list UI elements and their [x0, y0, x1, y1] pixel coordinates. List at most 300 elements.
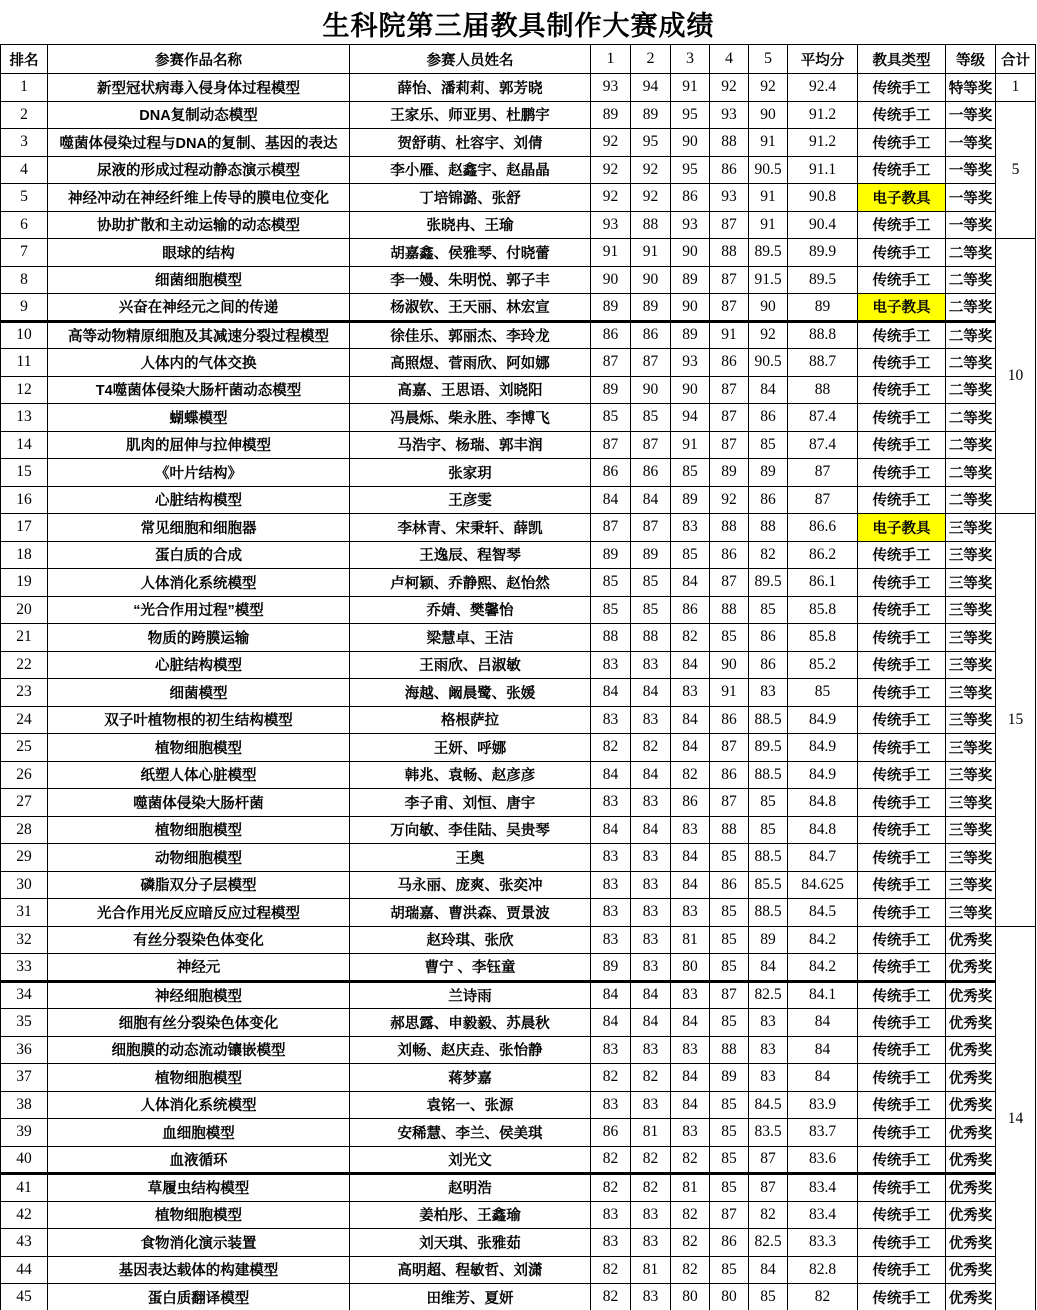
cell-score-2: 82 — [631, 734, 671, 762]
cell-score-4: 85 — [710, 899, 749, 927]
cell-work-name: “光合作用过程”模型 — [48, 596, 350, 624]
cell-award: 二等奖 — [946, 486, 996, 514]
cell-participant-names: 李一嫚、朱明悦、郭子丰 — [350, 266, 591, 294]
results-table — [0, 44, 1036, 1310]
cell-average: 84 — [788, 1036, 858, 1064]
cell-participant-names: 王雨欣、吕淑敏 — [350, 651, 591, 679]
cell-average: 85 — [788, 679, 858, 707]
cell-work-name: 噬菌体侵染过程与DNA的复制、基因的表达 — [48, 129, 350, 157]
cell-score-3: 83 — [671, 816, 710, 844]
cell-award: 优秀奖 — [946, 1174, 996, 1202]
cell-aid-type: 传统手工 — [858, 624, 946, 652]
table-row — [1, 954, 1036, 982]
cell-score-1: 83 — [591, 706, 631, 734]
cell-average: 82.8 — [788, 1256, 858, 1284]
cell-score-2: 83 — [631, 899, 671, 927]
cell-score-1: 93 — [591, 211, 631, 239]
cell-score-2: 90 — [631, 376, 671, 404]
cell-rank: 10 — [1, 321, 48, 349]
table-row — [1, 486, 1036, 514]
cell-score-1: 83 — [591, 1036, 631, 1064]
cell-score-2: 84 — [631, 761, 671, 789]
cell-average: 88.8 — [788, 321, 858, 349]
cell-average: 90.4 — [788, 211, 858, 239]
table-row — [1, 761, 1036, 789]
cell-average: 84.9 — [788, 761, 858, 789]
cell-award: 二等奖 — [946, 321, 996, 349]
cell-score-2: 89 — [631, 541, 671, 569]
cell-score-2: 87 — [631, 514, 671, 542]
table-row — [1, 1091, 1036, 1119]
cell-score-1: 84 — [591, 981, 631, 1009]
cell-score-1: 84 — [591, 1009, 631, 1037]
cell-score-3: 83 — [671, 1036, 710, 1064]
cell-score-1: 85 — [591, 404, 631, 432]
cell-participant-names: 冯晨烁、柴永胜、李博飞 — [350, 404, 591, 432]
cell-score-2: 81 — [631, 1119, 671, 1147]
cell-participant-names: 高照煜、菅雨欣、阿如娜 — [350, 349, 591, 377]
cell-aid-type: 传统手工 — [858, 1064, 946, 1092]
cell-average: 87.4 — [788, 431, 858, 459]
cell-rank: 26 — [1, 761, 48, 789]
cell-average: 83.4 — [788, 1201, 858, 1229]
cell-participant-names: 王逸辰、程智琴 — [350, 541, 591, 569]
cell-score-4: 87 — [710, 981, 749, 1009]
cell-award: 二等奖 — [946, 376, 996, 404]
cell-work-name: 植物细胞模型 — [48, 734, 350, 762]
cell-work-name: 血液循环 — [48, 1146, 350, 1174]
cell-rank: 31 — [1, 899, 48, 927]
cell-score-1: 82 — [591, 734, 631, 762]
cell-score-4: 88 — [710, 596, 749, 624]
cell-score-3: 83 — [671, 899, 710, 927]
cell-score-1: 84 — [591, 679, 631, 707]
cell-aid-type: 传统手工 — [858, 376, 946, 404]
table-row — [1, 101, 1036, 129]
cell-award: 优秀奖 — [946, 1036, 996, 1064]
cell-score-2: 82 — [631, 1064, 671, 1092]
cell-score-5: 86 — [749, 651, 788, 679]
cell-score-4: 87 — [710, 734, 749, 762]
cell-score-4: 88 — [710, 129, 749, 157]
cell-award: 二等奖 — [946, 404, 996, 432]
cell-aid-type: 传统手工 — [858, 734, 946, 762]
column-header-judge-4: 4 — [710, 45, 749, 74]
cell-score-4: 80 — [710, 1284, 749, 1310]
cell-score-3: 90 — [671, 129, 710, 157]
cell-aid-type: 传统手工 — [858, 1256, 946, 1284]
cell-rank: 43 — [1, 1229, 48, 1257]
cell-participant-names: 田维芳、夏妍 — [350, 1284, 591, 1310]
cell-score-3: 90 — [671, 376, 710, 404]
table-row — [1, 266, 1036, 294]
cell-work-name: 植物细胞模型 — [48, 816, 350, 844]
cell-score-4: 85 — [710, 1146, 749, 1174]
cell-score-5: 84.5 — [749, 1091, 788, 1119]
cell-score-5: 82 — [749, 541, 788, 569]
table-row — [1, 1009, 1036, 1037]
cell-award: 优秀奖 — [946, 981, 996, 1009]
cell-average: 84.9 — [788, 706, 858, 734]
cell-participant-names: 马永丽、庞爽、张奕冲 — [350, 871, 591, 899]
cell-average: 84 — [788, 1064, 858, 1092]
cell-score-4: 90 — [710, 651, 749, 679]
cell-work-name: 基因表达载体的构建模型 — [48, 1256, 350, 1284]
cell-work-name: 细胞有丝分裂染色体变化 — [48, 1009, 350, 1037]
cell-award: 一等奖 — [946, 101, 996, 129]
cell-work-name: 神经元 — [48, 954, 350, 982]
cell-aid-type: 传统手工 — [858, 954, 946, 982]
cell-score-4: 87 — [710, 294, 749, 322]
cell-award: 特等奖 — [946, 74, 996, 102]
cell-score-3: 86 — [671, 789, 710, 817]
cell-average: 82 — [788, 1284, 858, 1310]
cell-score-2: 84 — [631, 981, 671, 1009]
cell-participant-names: 姜柏彤、王鑫瑜 — [350, 1201, 591, 1229]
table-row — [1, 376, 1036, 404]
cell-score-4: 91 — [710, 321, 749, 349]
cell-rank: 15 — [1, 459, 48, 487]
table-row — [1, 1229, 1036, 1257]
cell-score-4: 87 — [710, 376, 749, 404]
cell-score-2: 85 — [631, 404, 671, 432]
cell-score-2: 87 — [631, 431, 671, 459]
cell-work-name: 蛋白质的合成 — [48, 541, 350, 569]
cell-average: 92.4 — [788, 74, 858, 102]
cell-score-2: 89 — [631, 101, 671, 129]
cell-score-5: 86 — [749, 404, 788, 432]
cell-rank: 21 — [1, 624, 48, 652]
cell-work-name: 《叶片结构》 — [48, 459, 350, 487]
cell-score-4: 85 — [710, 844, 749, 872]
cell-rank: 42 — [1, 1201, 48, 1229]
cell-score-1: 86 — [591, 1119, 631, 1147]
cell-participant-names: 丁培锦潞、张舒 — [350, 184, 591, 212]
cell-award: 一等奖 — [946, 156, 996, 184]
cell-award: 三等奖 — [946, 816, 996, 844]
cell-score-5: 90.5 — [749, 349, 788, 377]
cell-score-5: 89 — [749, 926, 788, 954]
column-header-award: 等级 — [946, 45, 996, 74]
cell-score-3: 84 — [671, 569, 710, 597]
table-row — [1, 1201, 1036, 1229]
cell-aid-type: 传统手工 — [858, 1174, 946, 1202]
cell-rank: 18 — [1, 541, 48, 569]
cell-participant-names: 蒋梦嘉 — [350, 1064, 591, 1092]
cell-score-3: 84 — [671, 1091, 710, 1119]
cell-score-1: 86 — [591, 459, 631, 487]
cell-participant-names: 兰诗雨 — [350, 981, 591, 1009]
cell-group-total: 5 — [996, 101, 1036, 239]
cell-aid-type: 传统手工 — [858, 844, 946, 872]
table-row — [1, 871, 1036, 899]
cell-score-5: 86 — [749, 624, 788, 652]
cell-score-1: 92 — [591, 156, 631, 184]
table-row — [1, 899, 1036, 927]
cell-rank: 27 — [1, 789, 48, 817]
cell-participant-names: 高明超、程敏哲、刘潇 — [350, 1256, 591, 1284]
table-row — [1, 844, 1036, 872]
cell-score-2: 83 — [631, 1284, 671, 1310]
cell-score-1: 88 — [591, 624, 631, 652]
cell-score-4: 85 — [710, 1174, 749, 1202]
cell-score-5: 84 — [749, 1256, 788, 1284]
cell-score-4: 85 — [710, 1091, 749, 1119]
cell-score-1: 83 — [591, 899, 631, 927]
cell-participant-names: 马浩宇、杨瑞、郭丰润 — [350, 431, 591, 459]
cell-score-2: 83 — [631, 651, 671, 679]
cell-score-2: 83 — [631, 1091, 671, 1119]
cell-score-1: 89 — [591, 376, 631, 404]
cell-score-2: 83 — [631, 844, 671, 872]
cell-score-3: 95 — [671, 156, 710, 184]
cell-award: 二等奖 — [946, 294, 996, 322]
cell-score-3: 94 — [671, 404, 710, 432]
cell-score-1: 83 — [591, 1229, 631, 1257]
cell-participant-names: 刘光文 — [350, 1146, 591, 1174]
cell-score-5: 88.5 — [749, 706, 788, 734]
cell-score-3: 84 — [671, 871, 710, 899]
cell-average: 84.8 — [788, 789, 858, 817]
table-row — [1, 1064, 1036, 1092]
cell-rank: 19 — [1, 569, 48, 597]
cell-work-name: 兴奋在神经元之间的传递 — [48, 294, 350, 322]
cell-score-5: 84 — [749, 954, 788, 982]
cell-score-5: 90 — [749, 294, 788, 322]
column-header-judge-3: 3 — [671, 45, 710, 74]
cell-score-5: 83 — [749, 679, 788, 707]
cell-rank: 4 — [1, 156, 48, 184]
cell-score-5: 85 — [749, 816, 788, 844]
cell-participant-names: 李子甫、刘恒、唐宇 — [350, 789, 591, 817]
table-row — [1, 596, 1036, 624]
table-row — [1, 1174, 1036, 1202]
cell-award: 优秀奖 — [946, 1284, 996, 1310]
cell-score-3: 80 — [671, 954, 710, 982]
cell-score-4: 87 — [710, 569, 749, 597]
cell-score-1: 90 — [591, 266, 631, 294]
cell-work-name: 肌肉的屈伸与拉伸模型 — [48, 431, 350, 459]
cell-average: 84 — [788, 1009, 858, 1037]
cell-aid-type: 传统手工 — [858, 211, 946, 239]
table-row — [1, 156, 1036, 184]
cell-aid-type: 传统手工 — [858, 981, 946, 1009]
cell-average: 87.4 — [788, 404, 858, 432]
cell-score-3: 90 — [671, 294, 710, 322]
table-row — [1, 541, 1036, 569]
cell-score-1: 92 — [591, 184, 631, 212]
cell-award: 优秀奖 — [946, 926, 996, 954]
table-row — [1, 129, 1036, 157]
table-row — [1, 734, 1036, 762]
cell-score-4: 92 — [710, 74, 749, 102]
cell-score-2: 88 — [631, 624, 671, 652]
cell-score-5: 85 — [749, 1284, 788, 1310]
page-title: 生科院第三届教具制作大赛成绩 — [322, 11, 715, 41]
cell-participant-names: 李林青、宋秉轩、薛凯 — [350, 514, 591, 542]
cell-rank: 33 — [1, 954, 48, 982]
cell-score-2: 84 — [631, 679, 671, 707]
cell-average: 84.9 — [788, 734, 858, 762]
cell-average: 83.3 — [788, 1229, 858, 1257]
cell-work-name: 蝴蝶模型 — [48, 404, 350, 432]
cell-rank: 44 — [1, 1256, 48, 1284]
cell-score-3: 84 — [671, 844, 710, 872]
table-row — [1, 1146, 1036, 1174]
cell-aid-type: 传统手工 — [858, 569, 946, 597]
cell-score-2: 83 — [631, 1036, 671, 1064]
cell-participant-names: 郝思露、申毅毅、苏晨秋 — [350, 1009, 591, 1037]
cell-score-3: 86 — [671, 184, 710, 212]
cell-score-5: 91 — [749, 184, 788, 212]
column-header-judge-1: 1 — [591, 45, 631, 74]
cell-group-total: 14 — [996, 926, 1036, 1310]
cell-score-2: 82 — [631, 1174, 671, 1202]
cell-score-2: 83 — [631, 789, 671, 817]
cell-score-4: 87 — [710, 431, 749, 459]
cell-aid-type: 传统手工 — [858, 101, 946, 129]
cell-score-4: 89 — [710, 459, 749, 487]
cell-average: 87 — [788, 459, 858, 487]
cell-rank: 40 — [1, 1146, 48, 1174]
cell-award: 优秀奖 — [946, 1091, 996, 1119]
table-row — [1, 1036, 1036, 1064]
cell-score-4: 87 — [710, 1201, 749, 1229]
cell-score-3: 81 — [671, 926, 710, 954]
cell-score-1: 89 — [591, 541, 631, 569]
cell-score-5: 89 — [749, 459, 788, 487]
cell-average: 90.8 — [788, 184, 858, 212]
cell-score-5: 83 — [749, 1064, 788, 1092]
cell-work-name: T4噬菌体侵染大肠杆菌动态模型 — [48, 376, 350, 404]
table-row — [1, 679, 1036, 707]
cell-score-2: 91 — [631, 239, 671, 267]
table-row — [1, 514, 1036, 542]
table-row — [1, 294, 1036, 322]
cell-aid-type: 传统手工 — [858, 1284, 946, 1310]
cell-work-name: 人体消化系统模型 — [48, 1091, 350, 1119]
cell-score-5: 82.5 — [749, 981, 788, 1009]
cell-score-2: 81 — [631, 1256, 671, 1284]
cell-aid-type: 传统手工 — [858, 1009, 946, 1037]
table-row — [1, 404, 1036, 432]
cell-average: 83.6 — [788, 1146, 858, 1174]
cell-score-3: 83 — [671, 981, 710, 1009]
cell-participant-names: 袁铭一、张源 — [350, 1091, 591, 1119]
cell-work-name: 心脏结构模型 — [48, 486, 350, 514]
cell-award: 二等奖 — [946, 349, 996, 377]
cell-score-1: 82 — [591, 1146, 631, 1174]
cell-score-3: 86 — [671, 596, 710, 624]
cell-score-5: 92 — [749, 74, 788, 102]
cell-participant-names: 王彦雯 — [350, 486, 591, 514]
cell-award: 三等奖 — [946, 706, 996, 734]
cell-average: 88 — [788, 376, 858, 404]
cell-award: 一等奖 — [946, 129, 996, 157]
cell-work-name: 新型冠状病毒入侵身体过程模型 — [48, 74, 350, 102]
table-row — [1, 431, 1036, 459]
cell-aid-type: 传统手工 — [858, 74, 946, 102]
cell-award: 三等奖 — [946, 651, 996, 679]
cell-score-2: 86 — [631, 459, 671, 487]
column-header-work-name: 参赛作品名称 — [48, 45, 350, 74]
cell-rank: 22 — [1, 651, 48, 679]
cell-score-3: 82 — [671, 1146, 710, 1174]
cell-participant-names: 胡嘉鑫、侯雅琴、付晓蕾 — [350, 239, 591, 267]
cell-score-4: 91 — [710, 679, 749, 707]
cell-aid-type: 传统手工 — [858, 349, 946, 377]
cell-rank: 28 — [1, 816, 48, 844]
cell-award: 三等奖 — [946, 514, 996, 542]
cell-participant-names: 杨淑钦、王天丽、林宏宣 — [350, 294, 591, 322]
cell-award: 优秀奖 — [946, 1119, 996, 1147]
cell-participant-names: 张晓冉、王瑜 — [350, 211, 591, 239]
cell-score-1: 87 — [591, 349, 631, 377]
cell-score-1: 83 — [591, 926, 631, 954]
cell-average: 91.1 — [788, 156, 858, 184]
cell-work-name: 植物细胞模型 — [48, 1201, 350, 1229]
table-row — [1, 926, 1036, 954]
cell-average: 91.2 — [788, 129, 858, 157]
cell-aid-type: 传统手工 — [858, 596, 946, 624]
table-row — [1, 569, 1036, 597]
cell-aid-type: 传统手工 — [858, 871, 946, 899]
cell-work-name: 动物细胞模型 — [48, 844, 350, 872]
cell-award: 三等奖 — [946, 844, 996, 872]
table-row — [1, 981, 1036, 1009]
cell-score-2: 94 — [631, 74, 671, 102]
cell-score-4: 86 — [710, 156, 749, 184]
cell-participant-names: 万向敏、李佳陆、吴贵琴 — [350, 816, 591, 844]
cell-score-4: 85 — [710, 926, 749, 954]
column-header-judge-5: 5 — [749, 45, 788, 74]
column-header-total: 合计 — [996, 45, 1036, 74]
cell-score-1: 89 — [591, 954, 631, 982]
cell-score-1: 83 — [591, 871, 631, 899]
cell-work-name: 有丝分裂染色体变化 — [48, 926, 350, 954]
cell-average: 83.7 — [788, 1119, 858, 1147]
cell-aid-type: 传统手工 — [858, 761, 946, 789]
cell-score-1: 93 — [591, 74, 631, 102]
cell-score-2: 83 — [631, 954, 671, 982]
cell-participant-names: 王奥 — [350, 844, 591, 872]
cell-score-5: 85 — [749, 789, 788, 817]
cell-rank: 8 — [1, 266, 48, 294]
cell-work-name: 尿液的形成过程动静态演示模型 — [48, 156, 350, 184]
cell-average: 84.2 — [788, 954, 858, 982]
cell-rank: 13 — [1, 404, 48, 432]
cell-score-1: 82 — [591, 1256, 631, 1284]
cell-score-5: 85.5 — [749, 871, 788, 899]
column-header-aid-type: 教具类型 — [858, 45, 946, 74]
cell-score-3: 84 — [671, 1009, 710, 1037]
cell-score-2: 83 — [631, 1229, 671, 1257]
cell-work-name: 细菌细胞模型 — [48, 266, 350, 294]
cell-aid-type: 传统手工 — [858, 789, 946, 817]
table-row — [1, 184, 1036, 212]
cell-score-2: 82 — [631, 1146, 671, 1174]
cell-score-5: 82.5 — [749, 1229, 788, 1257]
cell-aid-type: 传统手工 — [858, 321, 946, 349]
cell-aid-type: 传统手工 — [858, 1146, 946, 1174]
cell-participant-names: 张家玥 — [350, 459, 591, 487]
cell-score-1: 84 — [591, 486, 631, 514]
cell-score-2: 85 — [631, 596, 671, 624]
cell-score-3: 82 — [671, 761, 710, 789]
cell-score-4: 88 — [710, 1036, 749, 1064]
cell-participant-names: 薛怡、潘莉莉、郭芳晓 — [350, 74, 591, 102]
cell-score-2: 83 — [631, 706, 671, 734]
